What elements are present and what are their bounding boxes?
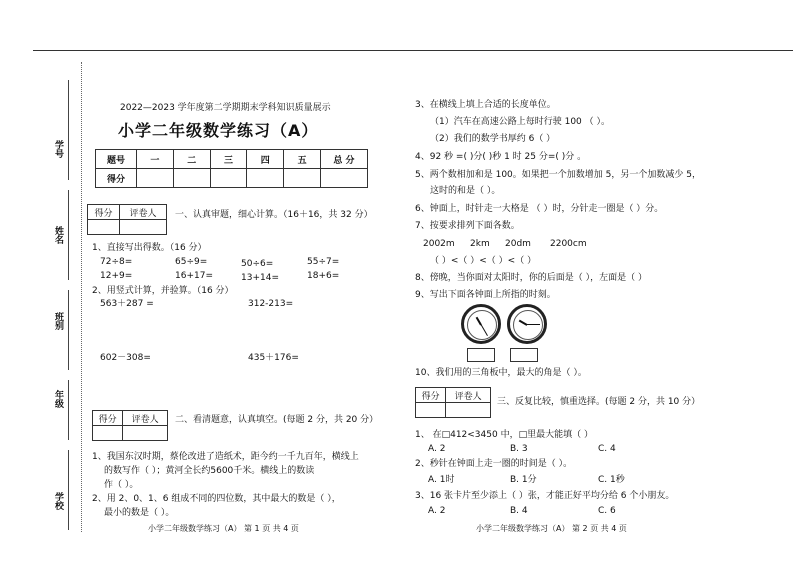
student-id-label: 学号 (53, 140, 63, 158)
score-table-header: 总 分 (321, 150, 368, 169)
grade-label: 年级 (53, 390, 63, 408)
q7-title: 7、按要求排列下面各数。 (415, 221, 520, 231)
q9-title: 9、写出下面各钟面上所指的时刻。 (415, 290, 556, 300)
section1-title: 一、认真审题，细心计算。（16＋16，共 32 分） (175, 210, 373, 220)
score-cell[interactable] (321, 169, 368, 188)
grader-cell[interactable] (123, 426, 168, 441)
grader-cell[interactable] (93, 426, 123, 441)
section2-q2-line: 最小的数是（ ）。 (104, 508, 175, 518)
calc-item: 13+14= (241, 273, 279, 283)
grader-cell[interactable] (446, 403, 491, 418)
grader-label: 评卷人 (123, 411, 168, 426)
top-rule (33, 50, 793, 51)
footer-right: 小学二年级数学练习（A） 第 2 页 共 4 页 (476, 524, 627, 533)
class-label: 班别 (53, 312, 63, 330)
vertical-calc-item: 312-213= (248, 299, 294, 309)
q7-item: 20dm (505, 239, 531, 249)
score-table (95, 149, 368, 188)
name-label: 姓名 (53, 226, 63, 244)
calc-item: 55÷7= (307, 257, 340, 267)
vertical-calc-item: 602－308= (100, 353, 151, 363)
calc-item: 50÷6= (241, 259, 274, 269)
field-line (68, 380, 69, 440)
q3-item: （1）汽车在高速公路上每时行驶 100 （ ）。 (430, 117, 610, 127)
score-table-header: 二 (173, 150, 210, 169)
q3-item: （2）我们的数学书厚约 6（ ） (430, 134, 556, 144)
q7-item: 2km (470, 239, 490, 249)
option[interactable]: A. 2 (428, 506, 446, 516)
option[interactable]: A. 2 (428, 444, 446, 454)
field-line (68, 80, 69, 180)
footer-left: 小学二年级数学练习（A） 第 1 页 共 4 页 (148, 524, 299, 533)
score-cell[interactable] (137, 169, 174, 188)
grader-box (87, 204, 167, 235)
q8-line: 8、傍晚，当你面对太阳时，你的后面是（ ），左面是（ ） (415, 273, 647, 283)
q10-line: 10、我们用的三角板中，最大的角是（ ）。 (415, 368, 587, 378)
calc-item: 72÷8= (100, 257, 133, 267)
option[interactable]: B. 1分 (510, 475, 537, 485)
grader-cell[interactable] (416, 403, 446, 418)
vertical-calc-item: 563＋287 = (100, 299, 154, 309)
q7-item: 2002m (423, 239, 455, 249)
calc-item: 18+6= (307, 271, 340, 281)
score-cell[interactable] (247, 169, 284, 188)
grader-label: 评卷人 (446, 388, 491, 403)
grader-cell[interactable] (119, 220, 166, 235)
grader-box (415, 387, 491, 418)
calc-item: 12+9= (100, 271, 133, 281)
field-line (68, 290, 69, 370)
score-cell[interactable] (173, 169, 210, 188)
q4-line: 4、92 秒 =( )分( )秒 1 时 25 分=( )分 。 (415, 152, 587, 162)
grader-box (92, 410, 168, 441)
section2-title: 二、看清题意，认真填空。(每题 2 分，共 20 分） (175, 415, 379, 425)
option[interactable]: B. 3 (510, 444, 528, 454)
section2-q1-line: 作（ ）。 (104, 480, 139, 490)
section3-q2: 2、秒针在钟面上走一圈的时间是（ ）。 (415, 459, 573, 469)
grader-label: 评卷人 (119, 205, 166, 220)
time-answer-box[interactable] (510, 348, 538, 362)
clock-face-2 (507, 304, 547, 344)
score-cell[interactable] (210, 169, 247, 188)
section1-q2-title: 2、用竖式计算，并验算。（16 分） (92, 286, 234, 296)
vertical-calc-item: 435＋176= (248, 353, 299, 363)
time-answer-box[interactable] (467, 348, 495, 362)
calc-item: 65÷9= (175, 257, 208, 267)
option[interactable]: C. 1秒 (598, 475, 625, 485)
school-label: 学校 (53, 492, 63, 510)
score-table-header: 一 (137, 150, 174, 169)
option[interactable]: A. 1时 (428, 475, 455, 485)
field-line (68, 190, 69, 280)
section3-title: 三、反复比较，慎重选择。(每题 2 分，共 10 分） (497, 397, 701, 407)
q3-title: 3、在横线上填上合适的长度单位。 (415, 100, 556, 110)
score-table-header: 五 (284, 150, 321, 169)
grader-score-label: 得分 (416, 388, 446, 403)
q7-item: 2200cm (550, 239, 587, 249)
score-table-header: 题号 (96, 150, 137, 169)
section2-q1-line: 1、我国东汉时期，蔡伦改进了造纸术，距今约一千九百年，横线上 (92, 452, 359, 462)
score-cell[interactable] (284, 169, 321, 188)
exam-header: 2022—2023 学年度第二学期期末学科知识质量展示 (120, 103, 331, 113)
cut-line (81, 62, 82, 532)
clock-face-1 (461, 304, 501, 344)
option[interactable]: C. 6 (598, 506, 616, 516)
grader-cell[interactable] (88, 220, 120, 235)
q5-line: 这时的和是（ ）。 (430, 186, 501, 196)
section1-q1-title: 1、直接写出得数。（16 分） (92, 243, 207, 253)
q5-line: 5、两个数相加和是 100。如果把一个加数增加 5，另一个加数减少 5， (415, 170, 701, 180)
grader-score-label: 得分 (93, 411, 123, 426)
score-row-label: 得分 (96, 169, 137, 188)
section3-q1: 1、 在□412<3450 中，□里最大能填（ ） (415, 430, 593, 440)
section2-q2-line: 2、用 2、0、1、6 组成不同的四位数，其中最大的数是（ ）， (92, 494, 341, 504)
minute-hand (527, 324, 540, 325)
section3-q3: 3、16 张卡片至少添上（ ）张，才能正好平均分给 6 个小朋友。 (415, 491, 675, 501)
option[interactable]: C. 4 (598, 444, 616, 454)
grader-score-label: 得分 (88, 205, 120, 220)
q6-line: 6、钟面上，时针走一大格是 （ ）时，分针走一圈是（ ）分。 (415, 204, 664, 214)
calc-item: 16+17= (175, 271, 213, 281)
score-table-header: 三 (210, 150, 247, 169)
section2-q1-line: 的数写作（ ）；黄河全长约5600千米。横线上的数读 (104, 466, 315, 476)
score-table-header: 四 (247, 150, 284, 169)
field-line (68, 450, 69, 530)
option[interactable]: B. 4 (510, 506, 528, 516)
page-title: 小学二年级数学练习（A） (118, 121, 319, 140)
q7-order-line: （ ）<（ ）<（ ）<（ ） (430, 256, 537, 266)
